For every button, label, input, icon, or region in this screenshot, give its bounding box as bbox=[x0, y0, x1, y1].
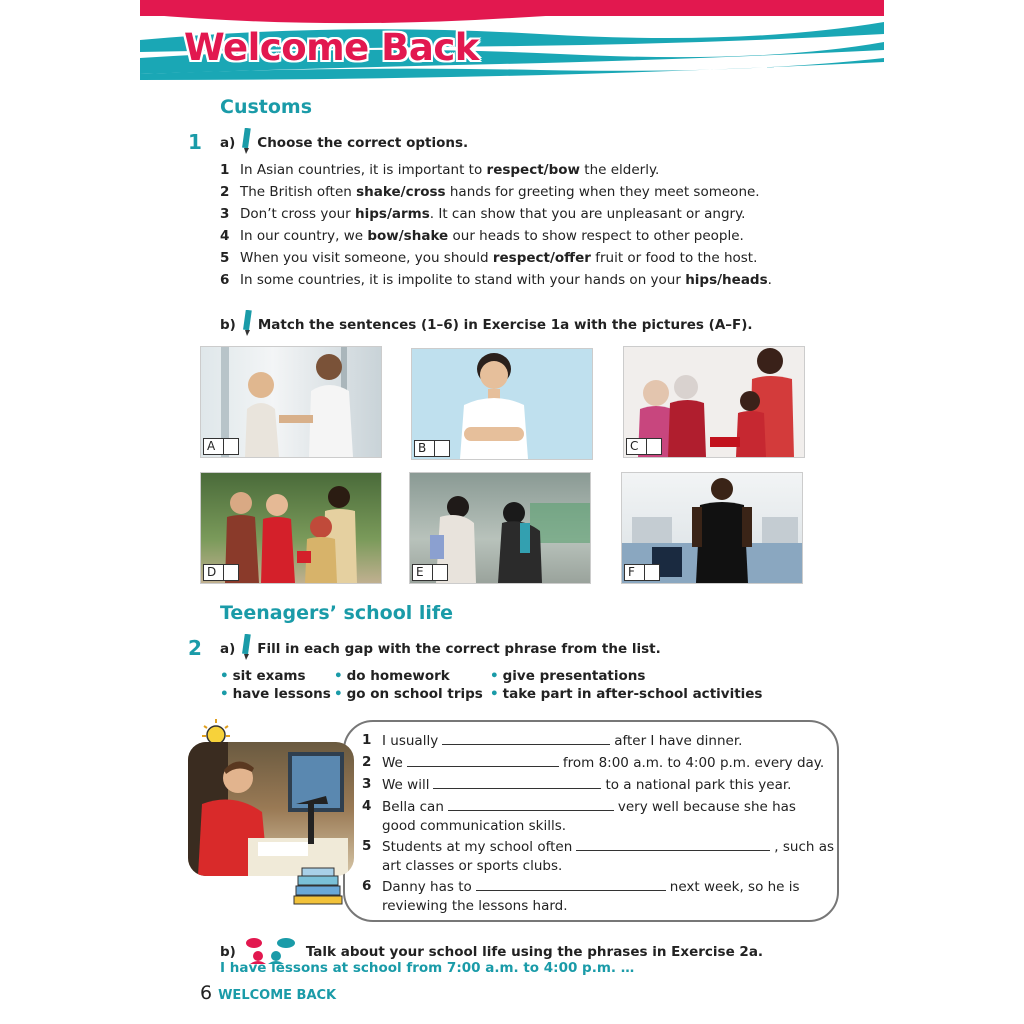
option-choice[interactable]: shake/cross bbox=[356, 184, 446, 200]
header-banner bbox=[140, 0, 884, 80]
answer-gap[interactable] bbox=[433, 776, 601, 789]
fill-sentence-4: 4 Bella can very well because she has good communication skills. bbox=[362, 798, 796, 834]
fill-sentence-3: 3 We will to a national park this year. bbox=[362, 776, 792, 793]
fill-sentence-2: 2 We from 8:00 a.m. to 4:00 p.m. every day. bbox=[362, 754, 825, 771]
example-answer: I have lessons at school from 7:00 a.m. to 4:00 p.m. … bbox=[220, 960, 635, 976]
answer-box[interactable]: C bbox=[626, 438, 662, 455]
answer-box[interactable]: B bbox=[414, 440, 450, 457]
picture-d bbox=[200, 472, 382, 584]
picture-c bbox=[623, 346, 805, 458]
answer-box[interactable]: D bbox=[203, 564, 239, 581]
phrase-item: • have lessons bbox=[220, 686, 331, 702]
pencil-icon bbox=[241, 128, 251, 158]
section-title-customs: Customs bbox=[220, 96, 313, 118]
option-choice[interactable]: bow/shake bbox=[367, 228, 449, 244]
picture-f bbox=[621, 472, 803, 584]
phrase-item: • give presentations bbox=[490, 668, 646, 684]
footer-label: WELCOME BACK bbox=[218, 988, 337, 1003]
phrase-item: • do homework bbox=[334, 668, 450, 684]
option-choice[interactable]: hips/heads bbox=[685, 272, 768, 288]
sentence-5: 5 When you visit someone, you should respect/offer fruit or food to the host. bbox=[220, 250, 758, 266]
phrase-item: • take part in after-school activities bbox=[490, 686, 763, 702]
answer-gap[interactable] bbox=[576, 838, 770, 851]
pencil-icon bbox=[241, 634, 251, 664]
option-choice[interactable]: hips/arms bbox=[355, 206, 430, 222]
picture-e bbox=[409, 472, 591, 584]
exercise-2a-instruction-text: Fill in each gap with the correct phrase from the list. bbox=[257, 641, 661, 657]
exercise-1b-instruction-text: Match the sentences (1–6) in Exercise 1a with the pictures (A–F). bbox=[257, 317, 753, 333]
exercise-1a-instruction-text: Choose the correct options. bbox=[257, 135, 469, 151]
option-choice[interactable]: respect/bow bbox=[486, 162, 580, 178]
answer-box[interactable]: E bbox=[412, 564, 448, 581]
exercise-2a-instruction bbox=[220, 634, 661, 664]
section-title-school-life: Teenagers’ school life bbox=[220, 602, 454, 624]
phrase-item: • sit exams bbox=[220, 668, 306, 684]
exercise-1a-instruction bbox=[220, 128, 468, 158]
picture-a bbox=[200, 346, 382, 458]
fill-sentence-6: 6 Danny has to next week, so he is reviewing the lessons hard. bbox=[362, 878, 800, 914]
sentence-4: 4 In our country, we bow/shake our heads to show respect to other people. bbox=[220, 228, 744, 244]
books-icon bbox=[292, 866, 344, 910]
exercise-1b-label: b) bbox=[220, 317, 236, 333]
fill-sentence-5: 5 Students at my school often , such as art classes or sports clubs. bbox=[362, 838, 835, 874]
exercise-2b-label: b) bbox=[220, 944, 236, 960]
option-choice[interactable]: respect/offer bbox=[492, 250, 591, 266]
page-number: 6 bbox=[200, 982, 213, 1004]
exercise-1a-label: a) bbox=[220, 135, 236, 151]
picture-b bbox=[411, 348, 593, 460]
answer-box[interactable]: A bbox=[203, 438, 239, 455]
fill-sentence-1: 1 I usually after I have dinner. bbox=[362, 732, 743, 749]
pencil-icon bbox=[242, 310, 252, 340]
exercise-2b-instruction-text: Talk about your school life using the phrases in Exercise 2a. bbox=[305, 944, 764, 960]
student-photo-image bbox=[188, 742, 354, 876]
answer-gap[interactable] bbox=[442, 732, 610, 745]
sentence-1: 1 In Asian countries, it is important to respect/bow the elderly. bbox=[220, 162, 660, 178]
answer-box[interactable]: F bbox=[624, 564, 660, 581]
exercise-1b-instruction bbox=[220, 310, 753, 340]
sentence-6: 6 In some countries, it is impolite to stand with your hands on your hips/heads. bbox=[220, 272, 772, 288]
student-photo bbox=[188, 742, 354, 876]
page-footer bbox=[200, 982, 336, 1004]
answer-gap[interactable] bbox=[407, 754, 559, 767]
answer-gap[interactable] bbox=[476, 878, 666, 891]
answer-gap[interactable] bbox=[448, 798, 614, 811]
sentence-3: 3 Don’t cross your hips/arms. It can show that you are unpleasant or angry. bbox=[220, 206, 746, 222]
exercise-number-1: 1 bbox=[188, 130, 202, 154]
sentence-2: 2 The British often shake/cross hands for greeting when they meet someone. bbox=[220, 184, 760, 200]
exercise-number-2: 2 bbox=[188, 636, 202, 660]
phrase-item: • go on school trips bbox=[334, 686, 483, 702]
exercise-2a-label: a) bbox=[220, 641, 236, 657]
page-title: Welcome Back bbox=[184, 26, 479, 69]
